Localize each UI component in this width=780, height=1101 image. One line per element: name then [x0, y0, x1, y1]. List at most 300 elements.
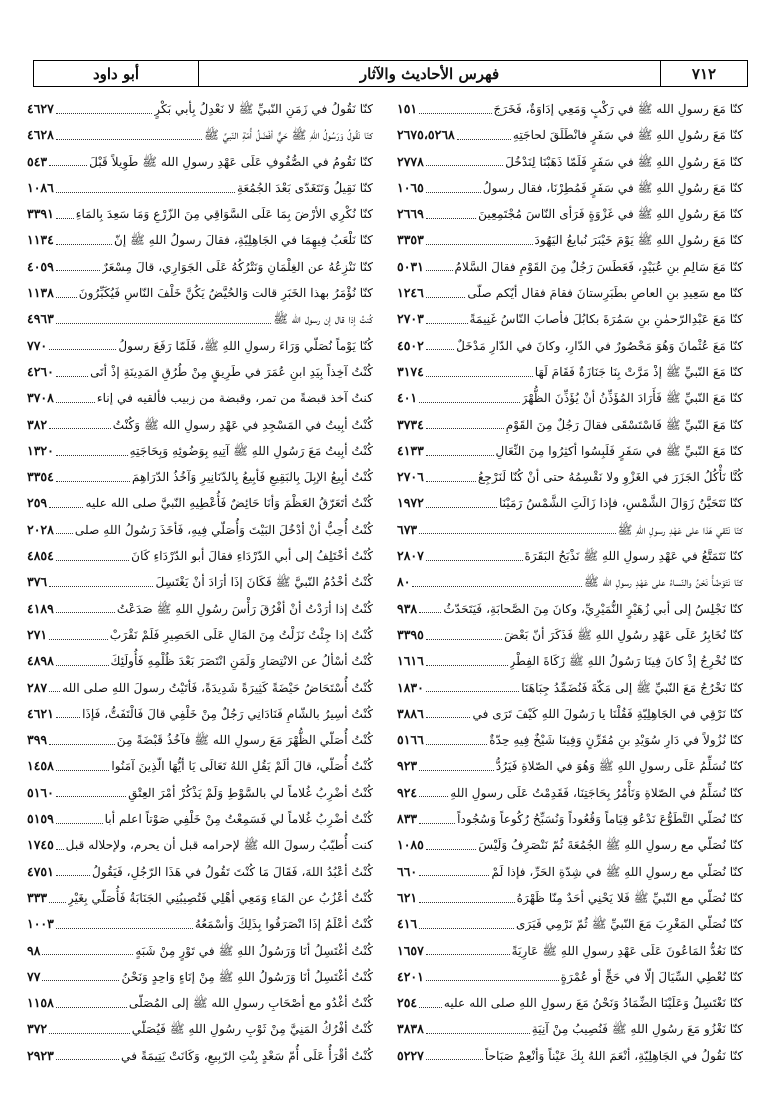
- index-entry: [397, 306, 743, 332]
- dot-leader: [56, 823, 103, 824]
- index-entry: [397, 990, 743, 1016]
- dot-leader: [426, 1059, 483, 1060]
- hadith-incipit: كنّا مَعَ النّبيِّ ﷺ فَأَرَادَ المُؤَذِّنُ أنْ يُؤَذِّنَ الظُّهْرَ: [521, 391, 743, 406]
- index-entry: [397, 911, 743, 937]
- hadith-incipit: كنّا مَعَ رسُولِ اللهِ ﷺ يَوْمَ خَيْبَرَ نُبايعُ اليَهُودَ: [534, 233, 743, 248]
- index-entry: [27, 885, 373, 911]
- dot-leader: [56, 875, 90, 876]
- dot-leader: [49, 902, 66, 903]
- hadith-incipit: كنتُ آخذ قبضةً من تمر، وقبضة من زبيب فألقيه في إناء: [96, 391, 373, 406]
- hadith-incipit: كُنْتُ أبِيتُ مَعَ رَسُولِ اللهِ ﷺ آتِيهِ بِوَضُوئِهِ وَبِحَاجَتِهِ: [129, 443, 373, 458]
- hadith-incipit: كُنْتُ أُسْتَحَاضُ حَيْضَةً كَثِيرَةً شَدِيدَةً، فَأتَيْتُ رسولَ اللهِ صلى الله: [62, 680, 373, 695]
- dot-leader: [426, 954, 510, 955]
- hadith-incipit: كنّا نَنْزِعُهُ عن الغِلْمَانِ وَنَتْرُكُهُ عَلَى الجَوَارِي، قالَ مِسْعَرٌ: [102, 259, 373, 274]
- index-entry: [27, 832, 373, 858]
- dot-leader: [56, 665, 109, 666]
- hadith-number: ٤٨٥٤: [27, 548, 54, 564]
- hadith-incipit: كنت أُطيّبُ رسولَ الله ﷺ لإحرامه قبل أن يحرم، ولإحلاله قبل: [65, 838, 373, 853]
- hadith-number: ١١٣٤: [27, 232, 54, 248]
- dot-leader: [426, 849, 477, 850]
- hadith-number: ١٧٤٥: [27, 837, 54, 853]
- dot-leader: [49, 165, 87, 166]
- hadith-incipit: كنّا نَخْرُجُ مَعَ النّبيِّ ﷺ إلى مَكّةَ فَنُضَمِّدُ جِبَاهَنَا: [521, 680, 743, 695]
- hadith-incipit: كنّا نَلْعَبُ فِيهِمَا في الجَاهِلِيّةِ، فقالَ رسولُ اللهِ ﷺ إنّ: [113, 233, 373, 248]
- hadith-incipit: كنّا نَغْزُو مَعَ رسُولِ اللهِ ﷺ فَنُصِيبُ مِنْ آنِيَةِ: [531, 1022, 743, 1037]
- index-entry: [397, 359, 743, 385]
- index-entry: [27, 753, 373, 779]
- dot-leader: [56, 533, 73, 534]
- dot-leader: [426, 428, 504, 429]
- hadith-number: ٥٢٢٧: [397, 1047, 424, 1063]
- index-entry: [397, 227, 743, 253]
- hadith-number: ٩٣٨: [397, 600, 418, 616]
- dot-leader: [426, 165, 503, 166]
- hadith-incipit: كنّا نُكْرِي الأرْضَ بِمَا عَلَى السَّوَاقِي مِنَ الزّرْعِ وَمَا سَعِدَ بِالمَاءِ: [75, 207, 373, 222]
- index-entry: [27, 385, 373, 411]
- hadith-number: ١٠٦٥: [397, 179, 424, 195]
- dot-leader: [49, 586, 153, 587]
- index-entry: [27, 96, 373, 122]
- dot-leader: [56, 244, 112, 245]
- hadith-number: ٢٠٢٨: [27, 521, 54, 537]
- hadith-incipit: كُنْتُ أغْتَسِلُ أنَا وَرَسُولُ اللهِ ﷺ مِنْ إنَاءٍ وَاحِدٍ وَنَحْنُ: [121, 969, 373, 984]
- index-entry: [397, 517, 743, 543]
- hadith-incipit: كنّا مَعَ رسُولِ اللهِ ﷺ في سَفَرٍ فَمُطِرْنَا، فقال رسولُ: [482, 180, 743, 195]
- dot-leader: [412, 586, 582, 587]
- dot-leader: [56, 402, 95, 403]
- dot-leader: [419, 902, 514, 903]
- hadith-incipit: كنّا نَقِيلُ وَنَتَغَدّى بَعْدَ الجُمُعَةِ: [236, 180, 373, 195]
- hadith-incipit: كنّا مَعَ رسولِ الله ﷺ في رَكْبٍ وَمَعِي إدَاوَةٌ، فَخَرَجَ: [493, 102, 743, 116]
- index-entry: [27, 911, 373, 937]
- dot-leader: [426, 218, 476, 219]
- hadith-number: ٧٧: [27, 968, 41, 984]
- hadith-incipit: كُنْتُ آخِذاً بِيَدِ ابنِ عُمَرَ في طَرِيقٍ مِنْ طُرُقِ المَدِينَةِ إذْ أتَى: [90, 364, 373, 379]
- index-entry: [27, 1043, 373, 1069]
- dot-leader: [56, 323, 271, 324]
- index-entry: [397, 543, 743, 569]
- hadith-incipit: كنّا مَعَ عَبْدِالرّحمٰنِ بنِ سَمُرَةَ بكابُلَ فأصابَ النّاسُ غَنِيمَةً: [469, 312, 743, 327]
- hadith-number: ٣٣٩٥: [397, 626, 424, 642]
- hadith-number: ١٦٥٧: [397, 942, 424, 958]
- hadith-number: ٤٦٢٨: [27, 127, 54, 143]
- hadith-number: ٩٢٣: [397, 758, 418, 774]
- hadith-number: ٤٥٠٢: [397, 337, 424, 353]
- hadith-number: ١٠٨٦: [27, 179, 54, 195]
- index-entry: [397, 648, 743, 674]
- hadith-incipit: كنّا مَعَ رسُولِ اللهِ ﷺ في غَزْوَةٍ فَرَأى النّاسَ مُجْتَمِعِينَ: [478, 207, 743, 222]
- index-entry: [27, 464, 373, 490]
- index-entry: [27, 859, 373, 885]
- dot-leader: [49, 428, 111, 429]
- index-entry: [27, 254, 373, 280]
- hadith-incipit: كنّا نَغْتَسِلُ وَعَلَيْنَا الضِّمَادُ وَنَحْنُ مَعَ رسولِ اللهِ صلى الله عليه: [443, 996, 743, 1011]
- hadith-number: ١٤٥٨: [27, 758, 54, 774]
- dot-leader: [56, 297, 77, 298]
- hadith-number: ١٩٧٢: [397, 495, 424, 511]
- dot-leader: [49, 744, 115, 745]
- index-entry: [27, 149, 373, 175]
- dot-leader: [419, 796, 448, 797]
- index-entry: [397, 333, 743, 359]
- index-entry: [397, 675, 743, 701]
- hadith-number: ٢٦٧٥،٥٢٦٨: [397, 127, 455, 143]
- hadith-incipit: كنّا نُسَلِّمُ عَلَى رسولِ اللهِ ﷺ وَهُوَ في الصّلاةِ فَيَرُدُّ: [495, 759, 743, 774]
- hadith-number: ٩٨: [27, 942, 41, 958]
- index-entry: [27, 359, 373, 385]
- index-entry: [27, 280, 373, 306]
- dot-leader: [426, 297, 465, 298]
- hadith-number: ٤٨٩٨: [27, 653, 54, 669]
- hadith-number: ٣١٧٤: [397, 363, 424, 379]
- hadith-number: ٣٧٣٤: [397, 416, 424, 432]
- dot-leader: [426, 639, 502, 640]
- hadith-incipit: كنّا مَعَ النّبيِّ ﷺ في سَفَرٍ فَلَبِسُوا أكثِرُوا مِنَ النِّعَالِ: [495, 443, 743, 458]
- dot-leader: [426, 376, 533, 377]
- index-entry: [397, 254, 743, 280]
- hadith-number: ٢٧٠٦: [397, 469, 424, 485]
- dot-leader: [49, 691, 60, 692]
- index-entry: [397, 149, 743, 175]
- hadith-incipit: كُنْتُ أتَعَرّقُ العَظْمَ وَأنَا حَائِضٌ فَأُعْطِيهِ النّبيَّ صلى الله عليه: [85, 496, 373, 511]
- index-entry: [27, 201, 373, 227]
- hadith-incipit: كنّا نَتّقي هَذا على عَهْدِ رسولِ اللهِ ﷺ: [617, 522, 743, 537]
- hadith-incipit: كنّا مع سَعِيدِ بنِ العاصِ بطَبَرِستانَ فقامَ فقال أيّكم صلّى: [467, 286, 743, 301]
- hadith-incipit: كنّا نُصَلّي مع النّبيِّ ﷺ فَلا يَحْنِي أحَدٌ مِنّا ظَهْرَهُ: [516, 890, 743, 905]
- index-entry: [397, 96, 743, 122]
- dot-leader: [426, 192, 481, 193]
- index-column-left: [27, 96, 373, 1076]
- index-entry: [27, 780, 373, 806]
- index-entry: [27, 622, 373, 648]
- hadith-incipit: كُنْتُ أفْرُكُ المَنِيَّ مِنْ ثَوْبِ رسُولِ اللهِ ﷺ فَيُصَلّي: [131, 1022, 373, 1037]
- hadith-number: ٣٣٥٤: [27, 469, 54, 485]
- dot-leader: [426, 270, 453, 271]
- hadith-incipit: كنّا نَتَمَتَّعُ في عَهْدِ رسولِ اللهِ ﷺ نَذْبَحُ البَقَرَةَ: [524, 549, 743, 564]
- index-entry: [27, 306, 373, 332]
- index-entry: [27, 122, 373, 148]
- index-entry: [27, 990, 373, 1016]
- hadith-number: ١١٥٨: [27, 995, 54, 1011]
- dot-leader: [426, 323, 468, 324]
- hadith-incipit: كنّا نَتَوَضّأُ نَحْنُ والنّساءُ على عَهْدِ رسولِ الله ﷺ: [584, 575, 743, 590]
- hadith-incipit: كُنْتُ إذا جِئْتُ نَزَلْتُ مِنَ المَالِ عَلَى الحَصِيرِ فَلَمْ نَقْرَبْ: [109, 627, 373, 642]
- index-entry: [27, 412, 373, 438]
- index-entry: [397, 938, 743, 964]
- hadith-number: ٢٩٢٣: [27, 1047, 54, 1063]
- hadith-number: ٥١٦٦: [397, 732, 424, 748]
- hadith-number: ٣٧٢: [27, 1021, 48, 1037]
- index-entry: [397, 280, 743, 306]
- book-name: أبو داود: [92, 64, 140, 83]
- index-entry: [397, 1016, 743, 1042]
- hadith-number: ٣٧٦: [27, 574, 48, 590]
- dot-leader: [56, 928, 193, 929]
- dot-leader: [42, 980, 119, 981]
- dot-leader: [419, 823, 455, 824]
- hadith-incipit: كنّا نُصَلّي التَّطَوُّعَ نَدْعُو قِيَاماً وَقُعُوداً وَنُسَبِّحُ رُكُوعاً وَسُجُوداً: [457, 812, 743, 827]
- hadith-number: ٢٥٤: [397, 995, 418, 1011]
- hadith-incipit: كنّا نُعْطِي السِّيَالَ إلّا في حَجٍّ أو عُمْرَةٍ: [560, 969, 743, 984]
- dot-leader: [56, 481, 130, 482]
- hadith-number: ٦٦٠: [397, 863, 418, 879]
- hadith-number: ٨٠: [397, 574, 411, 590]
- hadith-number: ٣٣٣: [27, 889, 48, 905]
- index-entry: [27, 648, 373, 674]
- hadith-incipit: كنّا مَعَ سَالِمِ بنِ عُبَيْدٍ، فَعَطَسَ رَجُلٌ مِنَ القَوْمِ فقالَ السَّلامُ: [454, 259, 743, 274]
- hadith-incipit: كنّا نُصَلّي مع رسولِ اللهِ ﷺ في شِدّةِ الحَرِّ، فإذا لَمْ: [491, 864, 743, 879]
- dot-leader: [419, 402, 519, 403]
- dot-leader: [42, 954, 133, 955]
- hadith-number: ٤٠١: [397, 390, 418, 406]
- dot-leader: [56, 560, 129, 561]
- dot-leader: [426, 481, 476, 482]
- hadith-number: ١١٣٨: [27, 285, 54, 301]
- hadith-number: ٢٧١: [27, 626, 48, 642]
- dot-leader: [49, 507, 83, 508]
- dot-leader: [426, 665, 508, 666]
- hadith-number: ٢٧٠٣: [397, 311, 424, 327]
- hadith-incipit: كُنَّا نَأْكُلُ الجَزَرَ في الغَزْوِ ولا نَقْسِمُهُ حتى أنْ كُنّا لَنَرْجِعُ: [477, 470, 743, 485]
- dot-leader: [426, 244, 533, 245]
- index-entry: [397, 753, 743, 779]
- hadith-number: ٧٧٠: [27, 337, 48, 353]
- hadith-number: ٤١٨٩: [27, 600, 54, 616]
- hadith-number: ٣٣٩١: [27, 206, 54, 222]
- dot-leader: [419, 113, 491, 114]
- index-entry: [397, 596, 743, 622]
- hadith-incipit: كنّا نُصَلّي مع رسولِ اللهِ ﷺ الجُمُعَةَ ثُمّ نَنْصَرِفُ وَلَيْسَ: [478, 838, 743, 853]
- index-entry: [397, 464, 743, 490]
- hadith-incipit: كُنّا يَوْماً نُصَلّي وَرَاءَ رسولِ اللهِ ﷺ، فَلَمّا رَفَعَ رسولُ: [118, 338, 373, 353]
- dot-leader: [419, 928, 514, 929]
- dot-leader: [419, 533, 615, 534]
- dot-leader: [426, 507, 497, 508]
- hadith-number: ٤٩٦٣: [27, 311, 54, 327]
- dot-leader: [56, 192, 235, 193]
- dot-leader: [56, 796, 126, 797]
- hadith-number: ٣٨٨٦: [397, 705, 424, 721]
- hadith-number: ٤٢٦٠: [27, 363, 54, 379]
- hadith-number: ٢٧٧٨: [397, 153, 424, 169]
- index-entry: [27, 175, 373, 201]
- hadith-incipit: كُنتُ إذا قال إن رسول الله ﷺ: [273, 312, 373, 327]
- dot-leader: [419, 612, 441, 613]
- index-entry: [397, 806, 743, 832]
- hadith-number: ١٠٠٣: [27, 916, 54, 932]
- hadith-incipit: كنّا نُخْرِجُ إذْ كانَ فِينَا رَسُولُ اللهِ ﷺ زَكَاةَ الفِطْرِ: [509, 654, 743, 669]
- dot-leader: [56, 455, 128, 456]
- hadith-number: ٤٠٥٩: [27, 258, 54, 274]
- hadith-number: ٤٦٢١: [27, 705, 54, 721]
- hadith-incipit: كُنْتُ أبِيعُ الإبِلَ بِالبَقِيعِ فَأبِيعُ بِالدّنَانِيرِ وَآخُذُ الدّرَاهِمَ: [131, 470, 373, 485]
- dot-leader: [56, 113, 152, 114]
- dot-leader: [457, 139, 511, 140]
- hadith-incipit: كنّا مَعَ رسُولِ اللهِ ﷺ في سَفَرٍ فَلَمّا ذَهَبْنَا لِنَدْخُلَ: [505, 154, 743, 169]
- hadith-incipit: كُنْتُ أغْتَسِلُ أنَا وَرَسُولُ اللهِ ﷺ في تَوْرٍ مِنْ شَبَهٍ: [135, 943, 373, 958]
- hadith-number: ٦٢١: [397, 889, 418, 905]
- dot-leader: [426, 560, 523, 561]
- dot-leader: [49, 1033, 130, 1034]
- hadith-number: ١٨٣٠: [397, 679, 424, 695]
- index-entry: [397, 622, 743, 648]
- dot-leader: [426, 717, 471, 718]
- hadith-number: ٥٠٣١: [397, 258, 424, 274]
- hadith-number: ٢٨٧: [27, 679, 48, 695]
- index-entry: [27, 1016, 373, 1042]
- hadith-number: ١٢٤٦: [397, 285, 424, 301]
- hadith-incipit: كُنْتُ أعْزُبُ عن المَاءِ وَمَعِي أهْلِي فَتُصِيبُنِي الجَنَابَةُ فَأُصَلّي بِغَيْرِ: [67, 890, 373, 905]
- dot-leader: [56, 849, 64, 850]
- hadith-incipit: كنّا نَرْقِي في الجَاهِلِيّةِ فَقُلْنَا يا رَسُولَ اللهِ كَيْفَ تَرَى في: [472, 706, 743, 721]
- dot-leader: [56, 770, 110, 771]
- index-entry: [397, 859, 743, 885]
- dot-leader: [426, 980, 559, 981]
- hadith-incipit: كُنْتُ أعْبُدُ اللهَ، فَقَالَ مَا كُنْتَ تَقُولُ في هَذَا الرّجُلِ، فَيَقُولُ: [91, 864, 373, 879]
- hadith-number: ١٣٢٠: [27, 442, 54, 458]
- hadith-incipit: كنّا نَقُولُ في الجَاهِلِيّةِ، أنْعَمَ اللهُ بِكَ عَيْناً وَأنْعِمْ صَبَاحاً: [484, 1048, 743, 1063]
- hadith-number: ١٥١: [397, 101, 418, 116]
- dot-leader: [56, 376, 88, 377]
- dot-leader: [426, 349, 454, 350]
- dot-leader: [419, 875, 489, 876]
- hadith-number: ٦٧٣: [397, 521, 418, 537]
- page-header: [33, 60, 748, 87]
- hadith-incipit: كنّا نَقُومُ في الصُّفُوفِ عَلَى عَهْدِ رسولِ الله ﷺ طَوِيلاً قَبْلَ: [89, 154, 373, 169]
- page-title: فهرس الأحاديث والآثار: [198, 61, 660, 86]
- index-entry: [397, 175, 743, 201]
- hadith-number: ٥٤٣: [27, 153, 48, 169]
- hadith-incipit: كُنْتُ أخْدُمُ النّبيَّ ﷺ فَكَانَ إذَا أرَادَ أنْ يَغْتَسِلَ: [155, 575, 373, 590]
- dot-leader: [56, 717, 80, 718]
- hadith-number: ٤٧٥١: [27, 863, 54, 879]
- index-entry: [397, 438, 743, 464]
- index-entry: [397, 727, 743, 753]
- hadith-number: ٢٦٦٩: [397, 206, 424, 222]
- dot-leader: [419, 770, 494, 771]
- hadith-incipit: كُنْتُ أُحِبُّ أنْ أدْخُلَ البَيْتَ وَأُصَلّي فِيهِ، فَأخَذَ رَسُولُ اللهِ صلى: [74, 522, 373, 537]
- hadith-number: ٣٧٠٨: [27, 390, 54, 406]
- dot-leader: [49, 349, 116, 350]
- index-entry: [397, 385, 743, 411]
- index-entry: [397, 1043, 743, 1069]
- index-entry: [397, 832, 743, 858]
- hadith-incipit: كنّا نُسَلِّمُ في الصّلاةِ وَنَأْمُرُ بِحَاجَتِنَا، فَقَدِمْتُ عَلَى رسولِ اللهِ: [450, 785, 743, 800]
- hadith-incipit: كُنْتُ أسِيرُ بالشّامِ فَنَادَانِي رَجُلٌ مِنْ خَلْفِي قالَ فَالْتَفَتُّ، فَإذَا: [82, 706, 373, 721]
- index-entry: [27, 964, 373, 990]
- hadith-incipit: كنّا مَعَ النّبيِّ ﷺ إذْ مَرَّتْ بِنَا جَنَازَةٌ فَقَامَ لَهَا: [534, 364, 743, 379]
- dot-leader: [56, 1059, 119, 1060]
- index-entry: [27, 490, 373, 516]
- index-entry: [397, 964, 743, 990]
- hadith-incipit: كُنْتُ إذا أرَدْتُ أنْ أفْرُقَ رَأْسَ رسُولِ اللهِ ﷺ صَدَعْتُ: [116, 601, 373, 616]
- hadith-incipit: كنّا مَعَ رسُولِ اللهِ ﷺ في سَفَرٍ فانْطَلَقَ لحاجَتِهِ: [512, 128, 743, 143]
- hadith-number: ٣٨٣٨: [397, 1021, 424, 1037]
- index-entry: [27, 227, 373, 253]
- dot-leader: [426, 691, 519, 692]
- hadith-incipit: كنّا مَعَ النّبيِّ ﷺ فَاسْتَسْقَى فقالَ رَجُلٌ مِنَ القَوْمِ: [505, 417, 743, 432]
- index-entry: [27, 596, 373, 622]
- hadith-number: ٨٣٣: [397, 811, 418, 827]
- hadith-number: ٥١٦٠: [27, 784, 54, 800]
- hadith-incipit: كنّا نَقُولُ في زَمَنِ النّبيِّ ﷺ لا نَعْدِلُ بِأبي بَكْرٍ: [154, 102, 373, 116]
- hadith-number: ٣٩٩: [27, 732, 48, 748]
- hadith-incipit: كُنْتُ أضْرِبُ غُلاماً لي فَسَمِعْتُ مِنْ خَلْفِي صَوْتاً اعلم أبا: [104, 812, 373, 827]
- hadith-incipit: كُنْتُ أغْدُو مع أصْحَابِ رسولِ الله ﷺ إلى المُصَلّى: [128, 996, 373, 1011]
- index-entry: [397, 490, 743, 516]
- hadith-number: ٤٦٢٧: [27, 101, 54, 116]
- dot-leader: [426, 1033, 530, 1034]
- index-entry: [27, 806, 373, 832]
- index-entry: [397, 885, 743, 911]
- index-entry: [27, 938, 373, 964]
- hadith-incipit: كُنْتُ أبِيتُ في المَسْجِدِ في عَهْدِ رسولِ الله ﷺ وَكُنْتُ: [112, 417, 373, 432]
- hadith-incipit: كُنْتُ أُصَلّي الظُّهْرَ مَعَ رسولِ الله ﷺ فآخُذُ قَبْضَةً مِنَ: [116, 733, 373, 748]
- hadith-incipit: كنّا نَتَحَيَّنُ زَوَالَ الشَّمْسِ، فإذا زَالَتِ الشَّمْسُ رَمَيْنَا: [498, 496, 743, 511]
- hadith-incipit: كنّا نُؤْمَرُ بهذا الخَبَرِ قالت وَالحُيَّضُ يَكُنَّ خَلْفَ النّاسِ فَيُكَبِّرُونَ: [78, 286, 373, 301]
- hadith-incipit: كُنْتُ أعْلَمُ إذَا انْصَرَفُوا بِذَلِكَ وَأسْمَعُهُ: [194, 917, 373, 932]
- hadith-incipit: كنّا نُخَابِرُ عَلَى عَهْدِ رسُولِ اللهِ ﷺ فَذَكَرَ أنّ بَعْضَ: [504, 627, 743, 642]
- dot-leader: [426, 744, 487, 745]
- hadith-incipit: كنّا نُزُولاً في دَارِ سُوَيْدِ بنِ مُقَرِّنٍ وَفِينَا شَيْخٌ فِيهِ حِدّةٌ: [489, 733, 743, 748]
- hadith-incipit: كُنْتُ أسْألُ عن الانْتِصَارِ وَلَمَنِ انْتَصَرَ بَعْدَ ظُلْمِهِ فَأُولَئِكَ: [110, 654, 373, 669]
- dot-leader: [419, 1007, 442, 1008]
- hadith-number: ٩٢٤: [397, 784, 418, 800]
- index-entry: [27, 701, 373, 727]
- hadith-number: ٤٢٠١: [397, 968, 424, 984]
- dot-leader: [426, 455, 494, 456]
- hadith-incipit: كُنْتُ أقْرَأُ عَلَى أُمّ سَعْدٍ بِنْتِ الرّبِيعِ، وَكَانَتْ يَتِيمَةً في: [121, 1048, 373, 1063]
- dot-leader: [49, 639, 108, 640]
- hadith-number: ٢٨٠٧: [397, 548, 424, 564]
- hadith-number: ٣٣٥٣: [397, 232, 424, 248]
- hadith-number: ٤١٣٣: [397, 442, 424, 458]
- index-entry: [27, 333, 373, 359]
- index-entry: [27, 569, 373, 595]
- hadith-number: ٢٥٩: [27, 495, 48, 511]
- hadith-incipit: كنّا نُصَلّي المَغْرِبَ مَعَ النّبيِّ ﷺ ثُمّ نَرْمِي فَيَرَى: [516, 917, 743, 932]
- dot-leader: [56, 1007, 127, 1008]
- dot-leader: [56, 139, 202, 140]
- index-entry: [27, 727, 373, 753]
- index-entry: [27, 517, 373, 543]
- index-entry: [27, 438, 373, 464]
- hadith-incipit: كُنْتُ أضْرِبُ غُلاماً لي بالسَّوْطِ وَلَمْ يَذْكُرْ أمْرَ العِتْقِ: [128, 785, 373, 800]
- index-entry: [397, 412, 743, 438]
- hadith-number: ١٦١٦: [397, 653, 424, 669]
- hadith-incipit: كنّا نَعُدُّ المَاعُونَ عَلَى عَهْدِ رسولِ اللهِ ﷺ عَارِيَةً: [511, 943, 743, 958]
- index-entry: [397, 122, 743, 148]
- hadith-incipit: كنّا نَقُولُ وَرَسُولُ اللهِ ﷺ حَيٌّ أفْضَلُ أُمّةِ النّبيِّ ﷺ: [204, 128, 373, 143]
- index-entry: [397, 569, 743, 595]
- index-entry: [27, 675, 373, 701]
- hadith-number: ٣٨٢: [27, 416, 48, 432]
- hadith-number: ٥١٥٩: [27, 811, 54, 827]
- index-entry: [397, 780, 743, 806]
- hadith-incipit: كُنْتُ أُصَلّي، قالَ ألَمْ يَقُلِ اللهُ تَعَالَى يَا أيُّهَا الّذِينَ آمَنُوا: [111, 759, 373, 774]
- hadith-incipit: كُنْتُ أخْتَلِفُ إلى أبي الدّرْدَاءِ فقالَ أبو الدّرْدَاءِ كَانَ: [131, 549, 373, 564]
- hadith-number: ٤١٦: [397, 916, 418, 932]
- hadith-number: ١٠٨٥: [397, 837, 424, 853]
- hadith-incipit: كنّا مَعَ عُثْمانَ وَهُوَ مَحْصُورٌ في الدّارِ، وكانَ في الدّارِ مَدْخَلٌ: [456, 338, 743, 353]
- dot-leader: [56, 218, 74, 219]
- index-entry: [397, 701, 743, 727]
- dot-leader: [56, 270, 100, 271]
- index-entry: [27, 543, 373, 569]
- dot-leader: [56, 612, 115, 613]
- page-number: ٧١٢: [660, 61, 747, 86]
- index-entry: [397, 201, 743, 227]
